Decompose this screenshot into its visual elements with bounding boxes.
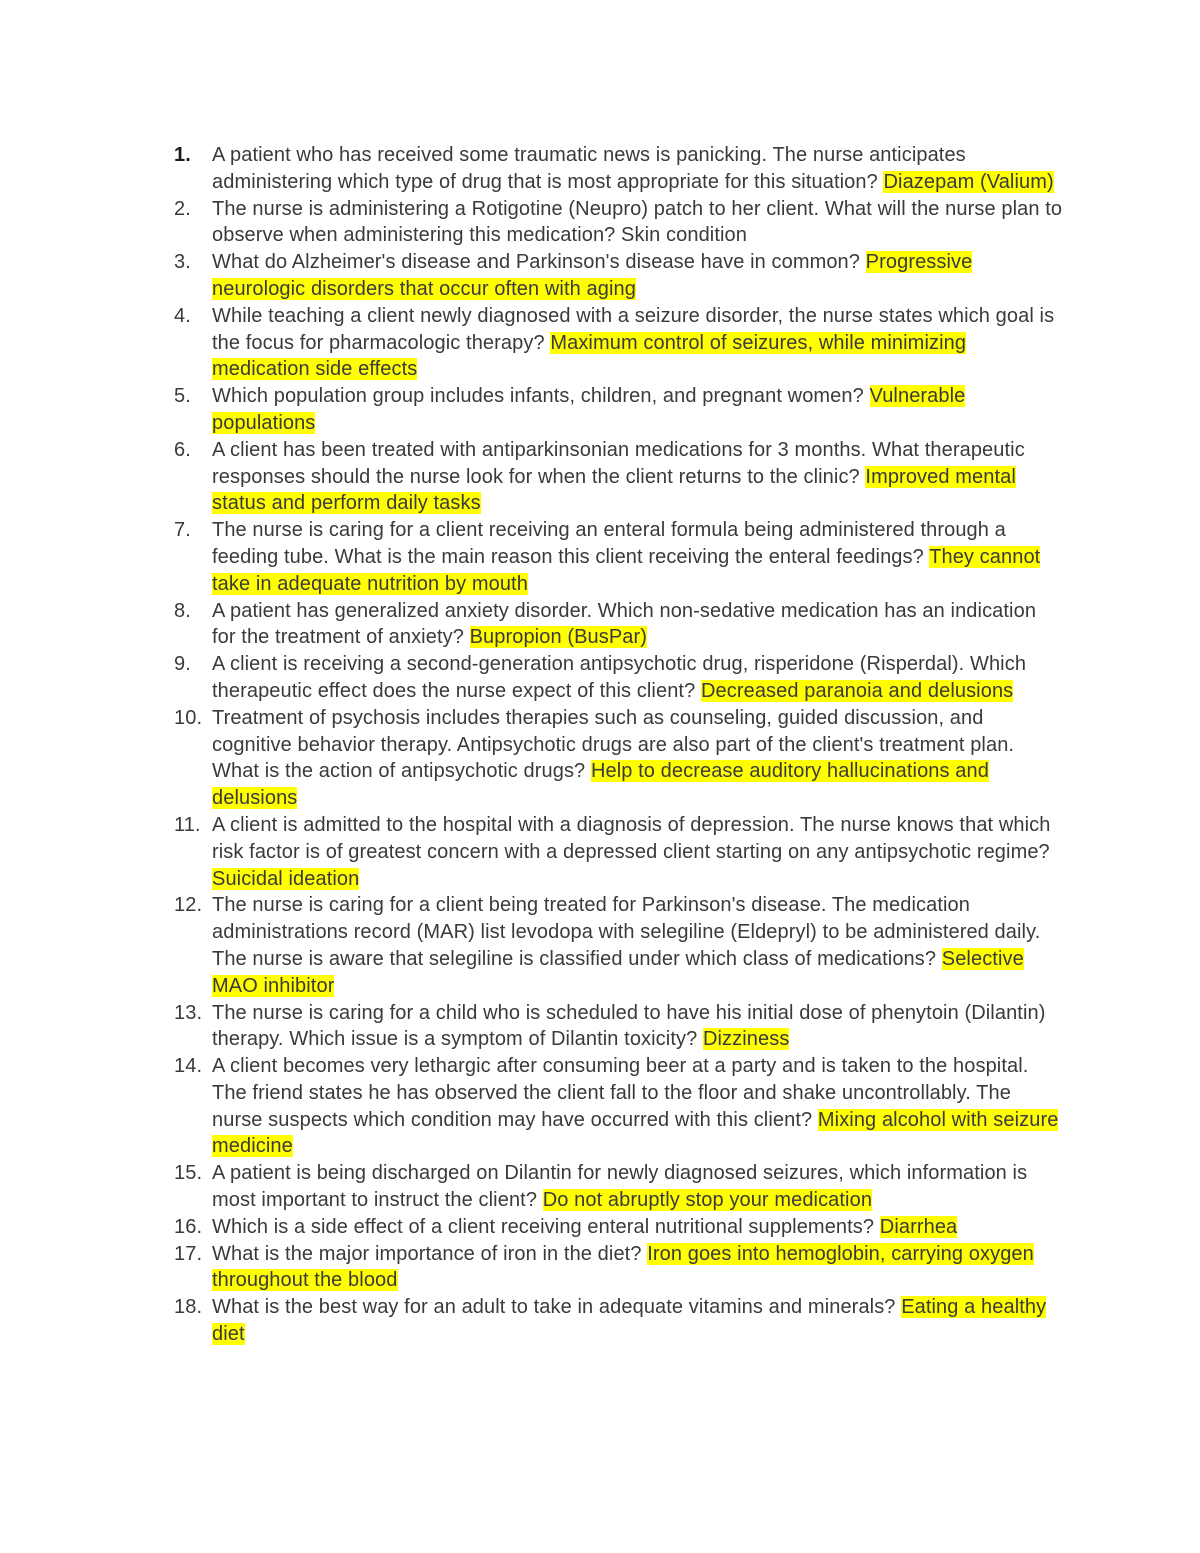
list-item xyxy=(174,1160,1064,1214)
question-text: A client has been treated with antiparkinsonian medications for 3 months. What therapeutic responses should the nurse look for when the client returns to the clinic? xyxy=(212,438,1025,488)
list-item xyxy=(174,705,1064,812)
answer-highlight: Eating a healthy diet xyxy=(212,1296,1047,1346)
list-item xyxy=(174,892,1064,999)
question-text: The nurse is caring for a client receiving an enteral formula being administered through a feeding tube. What is the main reason this client receiving the enteral feedings? xyxy=(212,519,1006,568)
list-item xyxy=(174,598,1064,652)
answer-highlight: Progressive neurologic disorders that occur often with aging xyxy=(212,251,973,300)
answer-highlight: Bupropion (BusPar) xyxy=(469,626,648,649)
item-number: 9. xyxy=(174,653,191,676)
list-item xyxy=(174,1000,1064,1054)
list-item xyxy=(174,812,1064,892)
question-text: What is the best way for an adult to take in adequate vitamins and minerals? xyxy=(212,1296,902,1319)
item-number: 14. xyxy=(174,1055,203,1078)
question-text: A patient has generalized anxiety disorder. Which non-sedative medication has an indication for the treatment of anxiety? xyxy=(212,599,1037,649)
list-item xyxy=(174,1053,1064,1160)
item-number: 7. xyxy=(174,519,191,542)
question-text: Which is a side effect of a client receiving enteral nutritional supplements? xyxy=(212,1215,880,1238)
answer-highlight: Iron goes into hemoglobin, carrying oxygen throughout the blood xyxy=(212,1242,1034,1292)
list-item xyxy=(174,383,1064,437)
answer-highlight: Diazepam (Valium) xyxy=(883,170,1054,193)
item-number: 1. xyxy=(174,144,191,166)
question-text: A patient is being discharged on Dilantin for newly diagnosed seizures, which information is most important to instruct the client? xyxy=(212,1162,1028,1212)
item-number: 17. xyxy=(174,1242,203,1265)
list-item xyxy=(174,303,1064,383)
item-number: 16. xyxy=(174,1215,203,1238)
question-text: The nurse is caring for a child who is scheduled to have his initial dose of phenytoin (Dilantin) therapy. Which issue is a symptom of Dilantin toxicity? xyxy=(212,1001,1046,1051)
list-item xyxy=(174,517,1064,597)
answer-highlight: Mixing alcohol with seizure medicine xyxy=(212,1108,1059,1158)
item-number: 3. xyxy=(174,251,191,274)
list-item xyxy=(174,651,1064,705)
question-text: The nurse is administering a Rotigotine (Neupro) patch to her client. What will the nurse plan to observe when administering this medication? Skin condition xyxy=(212,197,1063,247)
item-number: 10. xyxy=(174,706,203,729)
answer-highlight: Suicidal ideation xyxy=(212,867,360,890)
question-text: While teaching a client newly diagnosed with a seizure disorder, the nurse states which goal is the focus for pharmacologic therapy? xyxy=(212,304,1055,354)
item-number: 12. xyxy=(174,894,203,917)
item-number: 6. xyxy=(174,438,191,461)
question-text: Treatment of psychosis includes therapies such as counseling, guided discussion, and cognitive behavior therapy. Antipsychotic drugs are also part of the client's treatment plan. What is the action of antipsychotic drugs? xyxy=(212,706,1015,783)
list-item xyxy=(174,196,1064,250)
answer-highlight: Do not abruptly stop your medication xyxy=(542,1189,873,1212)
answer-highlight: Decreased paranoia and delusions xyxy=(700,679,1014,702)
item-number: 18. xyxy=(174,1296,203,1319)
answer-highlight: They cannot take in adequate nutrition by mouth xyxy=(212,545,1041,595)
list-item xyxy=(174,249,1064,303)
question-text: Which population group includes infants, children, and pregnant women? xyxy=(212,385,870,408)
question-text: A client becomes very lethargic after consuming beer at a party and is taken to the hospital. The friend states he has observed the client fall to the floor and shake uncontrollably. The nurse suspects which condition may have occurred with this client? xyxy=(212,1055,1029,1131)
answer-highlight: Maximum control of seizures, while minimizing medication side effects xyxy=(212,331,967,381)
question-text: A client is receiving a second-generation antipsychotic drug, risperidone (Risperdal). Which therapeutic effect does the nurse expect of this client? xyxy=(212,653,1027,702)
question-list xyxy=(174,142,1064,1348)
question-text: The nurse is caring for a client being treated for Parkinson's disease. The medication administrations record (MAR) list levodopa with selegiline (Eldepryl) to be administered daily. The nurse is aware that selegiline is classified under which class of medications? xyxy=(212,894,1041,970)
list-item xyxy=(174,1294,1064,1348)
item-number: 15. xyxy=(174,1162,203,1185)
item-number: 5. xyxy=(174,385,191,408)
answer-highlight: Dizziness xyxy=(702,1028,790,1051)
item-number: 11. xyxy=(174,813,201,836)
list-item xyxy=(174,1214,1064,1241)
answer-highlight: Diarrhea xyxy=(879,1215,958,1238)
list-item xyxy=(174,437,1064,517)
item-number: 13. xyxy=(174,1001,203,1024)
question-text: A patient who has received some traumatic news is panicking. The nurse anticipates administering which type of drug that is most appropriate for this situation? xyxy=(212,144,966,193)
list-item xyxy=(174,1241,1064,1295)
list-item xyxy=(174,142,1064,196)
item-number: 4. xyxy=(174,304,191,327)
answer-highlight: Vulnerable populations xyxy=(212,385,966,434)
question-text: A client is admitted to the hospital with a diagnosis of depression. The nurse knows that which risk factor is of greatest concern with a depressed client starting on any antipsychotic regime? xyxy=(212,813,1051,863)
answer-highlight: Help to decrease auditory hallucinations and delusions xyxy=(212,760,989,810)
answer-highlight: Selective MAO inhibitor xyxy=(212,947,1024,997)
question-text: What do Alzheimer's disease and Parkinson's disease have in common? xyxy=(212,251,866,274)
item-number: 8. xyxy=(174,599,191,622)
answer-highlight: Improved mental status and perform daily tasks xyxy=(212,465,1016,515)
item-number: 2. xyxy=(174,197,191,220)
question-text: What is the major importance of iron in the diet? xyxy=(212,1242,648,1265)
